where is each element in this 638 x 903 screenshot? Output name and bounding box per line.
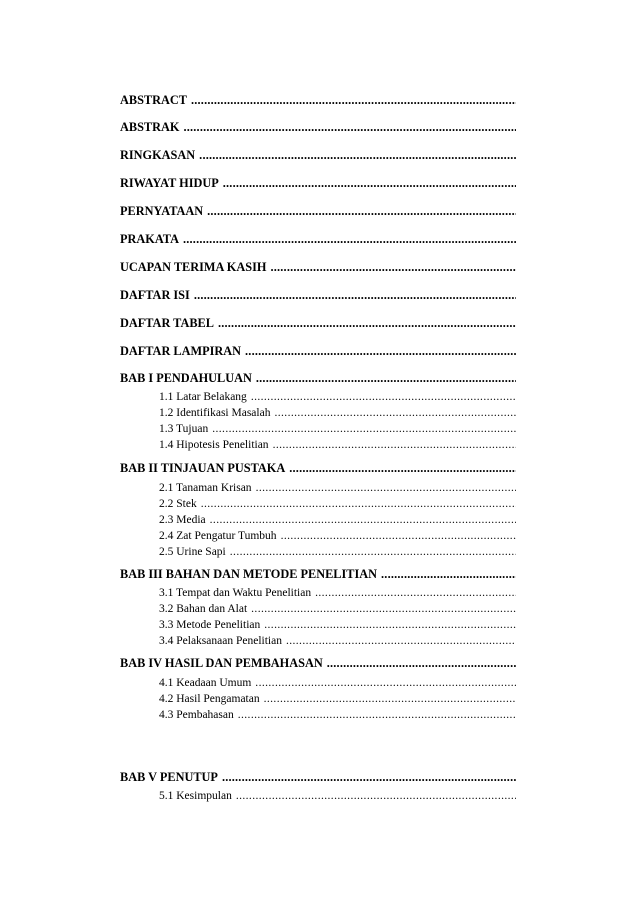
dot-leader	[264, 691, 516, 707]
toc-subentry-label: 3.1 Tempat dan Waktu Penelitian	[159, 587, 312, 599]
toc-subentry	[159, 528, 516, 544]
dot-leader	[251, 389, 516, 405]
dot-leader	[255, 675, 516, 691]
dot-leader	[251, 601, 516, 617]
toc-subentry-label: 1.4 Hipotesis Penelitian	[159, 439, 269, 451]
toc-subentry	[159, 691, 516, 707]
toc-subentry-label: 5.1 Kesimpulan	[159, 790, 232, 802]
toc-entry	[120, 231, 516, 247]
dot-leader	[273, 437, 516, 453]
toc-entry-label: BAB I PENDAHULUAN	[120, 371, 252, 385]
toc-entry	[120, 315, 516, 331]
dot-leader	[281, 528, 516, 544]
toc-chapter	[120, 566, 516, 582]
toc-entry-label: BAB III BAHAN DAN METODE PENELITIAN	[120, 567, 378, 581]
dot-leader	[183, 231, 516, 247]
toc-subentry-label: 2.3 Media	[159, 514, 206, 526]
toc-entry-label: BAB II TINJAUAN PUSTAKA	[120, 461, 286, 475]
toc-subentry	[159, 421, 516, 437]
dot-leader	[210, 512, 516, 528]
toc-entry-label: BAB IV HASIL DAN PEMBAHASAN	[120, 656, 323, 670]
toc-subentry-label: 3.3 Metode Penelitian	[159, 619, 261, 631]
toc-subentry	[159, 544, 516, 560]
toc-subentry	[159, 707, 516, 723]
toc-subentry	[159, 437, 516, 453]
toc-subentry-label: 1.3 Tujuan	[159, 423, 209, 435]
toc-entry-label: BAB V PENUTUP	[120, 770, 218, 784]
dot-leader	[286, 633, 516, 649]
toc-chapter	[120, 655, 516, 671]
toc-subentry	[159, 601, 516, 617]
toc-subentry-label: 1.1 Latar Belakang	[159, 391, 247, 403]
toc-subentry-label: 2.4 Zat Pengatur Tumbuh	[159, 530, 277, 542]
toc-subentry	[159, 496, 516, 512]
dot-leader	[230, 544, 516, 560]
dot-leader	[201, 496, 516, 512]
toc-subentry-label: 4.1 Keadaan Umum	[159, 677, 252, 689]
toc-entry	[120, 203, 516, 219]
dot-leader	[238, 707, 516, 723]
toc-entry	[120, 119, 516, 135]
toc-subentry-label: 2.2 Stek	[159, 498, 197, 510]
toc-entry-label: PRAKATA	[120, 232, 179, 246]
dot-leader	[270, 259, 516, 275]
dot-leader	[236, 788, 516, 804]
toc-subentry	[159, 585, 516, 601]
toc-chapter	[120, 769, 516, 785]
toc-subentry-label: 1.2 Identifikasi Masalah	[159, 407, 271, 419]
dot-leader	[256, 370, 516, 386]
dot-leader	[191, 92, 516, 108]
toc-subentry	[159, 512, 516, 528]
dot-leader	[199, 147, 516, 163]
toc-entry-label: DAFTAR LAMPIRAN	[120, 344, 242, 358]
toc-entry-label: DAFTAR TABEL	[120, 316, 214, 330]
dot-leader	[223, 175, 516, 191]
dot-leader	[327, 655, 516, 671]
toc-entry-label: DAFTAR ISI	[120, 288, 190, 302]
toc-chapter	[120, 370, 516, 386]
toc-entry-label: RIWAYAT HIDUP	[120, 176, 219, 190]
toc-entry-label: RINGKASAN	[120, 148, 196, 162]
toc-subentry	[159, 675, 516, 691]
toc-entry	[120, 175, 516, 191]
dot-leader	[218, 315, 516, 331]
dot-leader	[274, 405, 516, 421]
toc-subentry	[159, 480, 516, 496]
toc-entry	[120, 287, 516, 303]
dot-leader	[256, 480, 516, 496]
toc-entry	[120, 343, 516, 359]
toc-chapter	[120, 460, 516, 476]
toc-subentry	[159, 788, 516, 804]
toc-entry	[120, 147, 516, 163]
toc-entry-label: ABSTRAK	[120, 120, 180, 134]
toc-subentry	[159, 633, 516, 649]
dot-leader	[222, 769, 516, 785]
dot-leader	[212, 421, 516, 437]
dot-leader	[315, 585, 516, 601]
dot-leader	[289, 460, 516, 476]
toc-entry	[120, 259, 516, 275]
toc-subentry	[159, 405, 516, 421]
toc-entry-label: ABSTRACT	[120, 93, 187, 107]
dot-leader	[381, 566, 516, 582]
dot-leader	[183, 119, 516, 135]
dot-leader	[194, 287, 516, 303]
toc-subentry-label: 2.1 Tanaman Krisan	[159, 482, 252, 494]
dot-leader	[264, 617, 516, 633]
toc-entry-label: PERNYATAAN	[120, 204, 204, 218]
toc-entry	[120, 92, 516, 108]
toc-subentry-label: 3.2 Bahan dan Alat	[159, 603, 248, 615]
dot-leader	[245, 343, 516, 359]
toc-subentry-label: 4.2 Hasil Pengamatan	[159, 693, 260, 705]
toc-subentry	[159, 389, 516, 405]
toc-subentry	[159, 617, 516, 633]
toc-entry-label: UCAPAN TERIMA KASIH	[120, 260, 267, 274]
toc-subentry-label: 4.3 Pembahasan	[159, 709, 234, 721]
toc-subentry-label: 2.5 Urine Sapi	[159, 546, 226, 558]
dot-leader	[207, 203, 516, 219]
toc-subentry-label: 3.4 Pelaksanaan Penelitian	[159, 635, 282, 647]
